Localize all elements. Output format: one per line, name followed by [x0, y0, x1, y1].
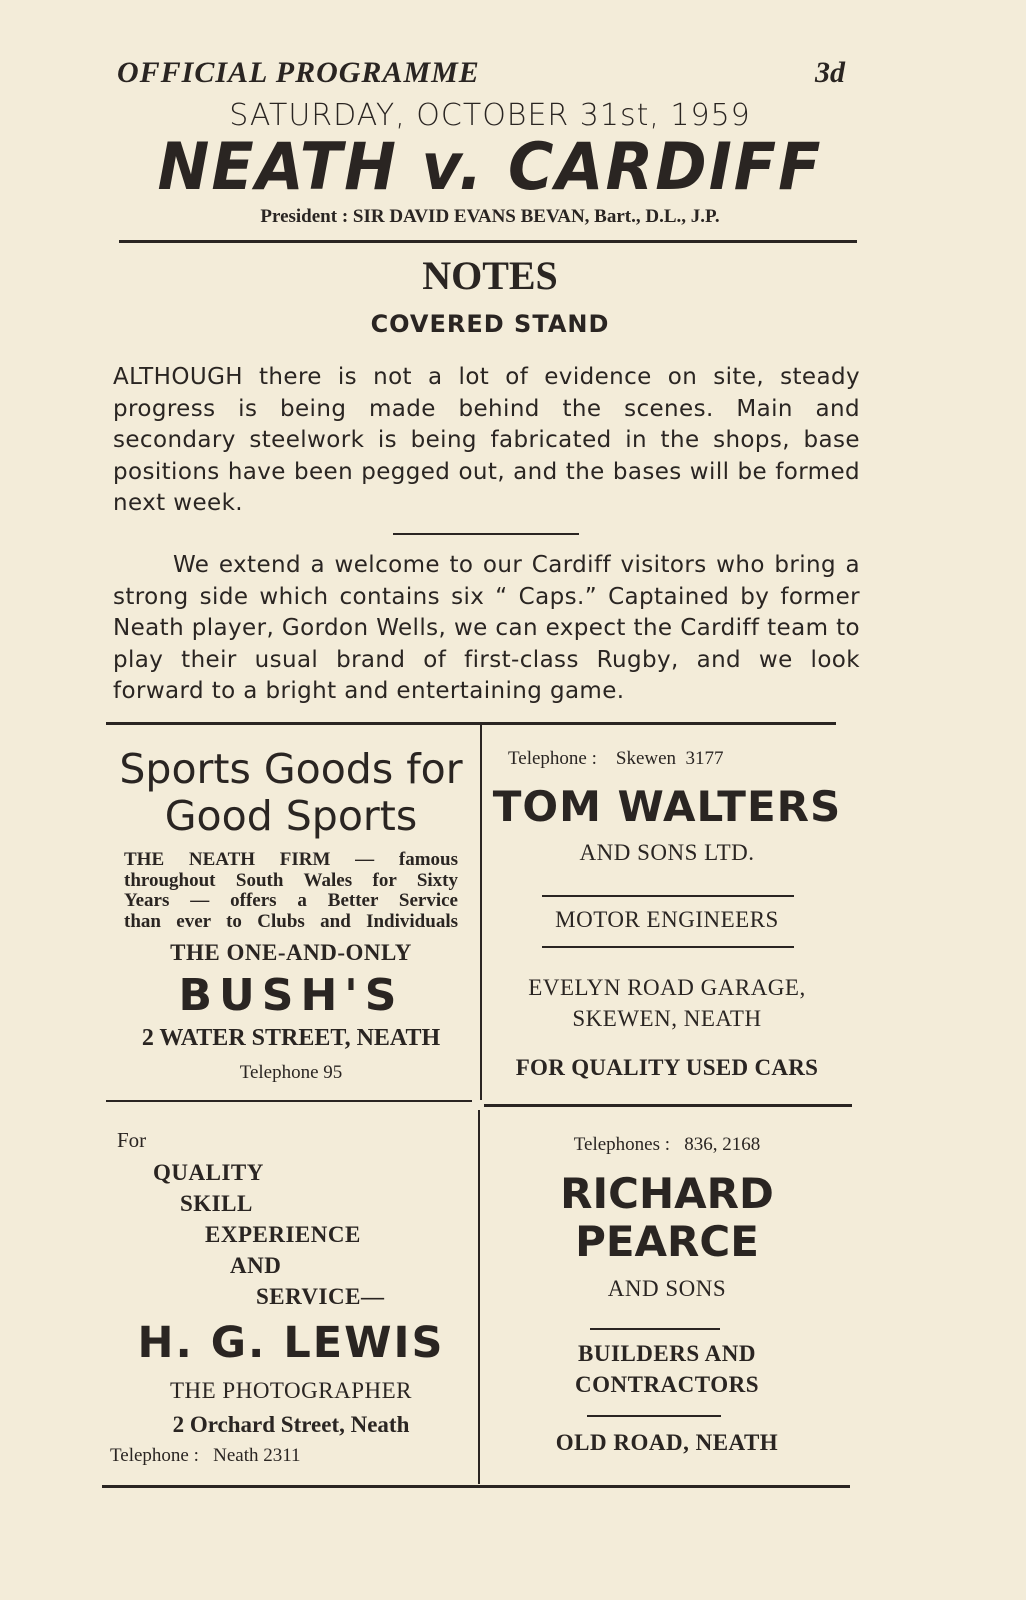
programme-label: OFFICIAL PROGRAMME — [117, 56, 480, 89]
ad-lewis-trade: THE PHOTOGRAPHER — [169, 1378, 413, 1403]
ad-bushs-body: THE NEATH FIRM — famous throughout South Wales for Sixty Years — offers a Better Service than ever to Clubs and Individuals — [124, 849, 458, 932]
ad-lewis-experience: EXPERIENCE — [205, 1222, 361, 1247]
ad-bushs-telephone: Telephone 95 — [239, 1062, 343, 1083]
ad-lewis-and: AND — [230, 1253, 282, 1278]
ad-walters-divider-1 — [542, 895, 794, 897]
ad-walters-address: EVELYN ROAD GARAGE, SKEWEN, NEATH — [528, 975, 806, 1031]
ad-walters-divider-2 — [542, 946, 794, 948]
ad-walters-subname: AND SONS LTD. — [579, 840, 755, 865]
ad-walters-slogan: FOR QUALITY USED CARS — [515, 1055, 819, 1080]
ad-lewis-address: 2 Orchard Street, Neath — [172, 1412, 410, 1437]
match-date: SATURDAY, OCTOBER 31st, 1959 — [229, 98, 751, 133]
ads-column-divider-lower — [478, 1110, 480, 1484]
ad-bushs-title: Sports Goods for Good Sports — [119, 745, 463, 840]
ads-middle-rule-right — [484, 1104, 852, 1107]
ads-top-rule — [106, 722, 836, 725]
ad-lewis-quality: QUALITY — [153, 1160, 264, 1185]
notes-divider — [393, 533, 579, 535]
ad-pearce-divider-1 — [590, 1328, 720, 1330]
president-line: President : SIR DAVID EVANS BEVAN, Bart., D.L., J.P. — [260, 206, 720, 227]
notes-paragraph-2: We extend a welcome to our Cardiff visitors who bring a strong side which contains six “ Caps.” Captained by former Neath player, Gordon Wells, we can expect the Cardiff team to play their usual brand of first-class Rugby, and we look forward to a bright and entertaining game. — [113, 552, 860, 704]
ad-pearce-trade: BUILDERS AND CONTRACTORS — [575, 1341, 759, 1397]
ads-middle-rule-left — [106, 1100, 472, 1102]
ads-column-divider-upper — [480, 724, 482, 1100]
ad-pearce-subname: AND SONS — [607, 1276, 727, 1301]
ad-lewis-telephone: Telephone : Neath 2311 — [110, 1445, 301, 1466]
ad-lewis-name: H. G. LEWIS — [137, 1318, 445, 1368]
notes-paragraph-1: ALTHOUGH there is not a lot of evidence on site, steady progress is being made behind the scenes. Main and secondary steelwork is being fabricated in the shops, base positions have been pegged out, and the bases will be formed next week. — [113, 364, 860, 516]
ad-walters-name: TOM WALTERS — [492, 782, 842, 831]
ad-lewis-skill: SKILL — [180, 1191, 253, 1216]
notes-heading: NOTES — [422, 253, 558, 298]
ad-bushs-name: BUSH'S — [178, 970, 404, 1021]
programme-price: 3d — [815, 56, 845, 89]
ad-bushs-address: 2 WATER STREET, NEATH — [141, 1025, 441, 1051]
ad-walters-telephone: Telephone : Skewen 3177 — [508, 748, 724, 769]
ads-bottom-rule — [102, 1485, 850, 1488]
match-title: NEATH v. CARDIFF — [157, 128, 823, 205]
header-divider — [119, 240, 857, 243]
ad-pearce-address: OLD ROAD, NEATH — [555, 1430, 779, 1455]
ad-bushs-tagline: THE ONE-AND-ONLY — [170, 940, 412, 965]
notes-subheading: COVERED STAND — [370, 310, 610, 338]
ad-walters-trade: MOTOR ENGINEERS — [555, 907, 779, 932]
ad-pearce-telephone: Telephones : 836, 2168 — [573, 1134, 761, 1155]
ad-lewis-for: For — [117, 1128, 147, 1152]
ad-pearce-name: RICHARD PEARCE — [560, 1169, 774, 1266]
ad-pearce-divider-2 — [587, 1415, 721, 1417]
ad-lewis-service: SERVICE— — [256, 1284, 385, 1309]
